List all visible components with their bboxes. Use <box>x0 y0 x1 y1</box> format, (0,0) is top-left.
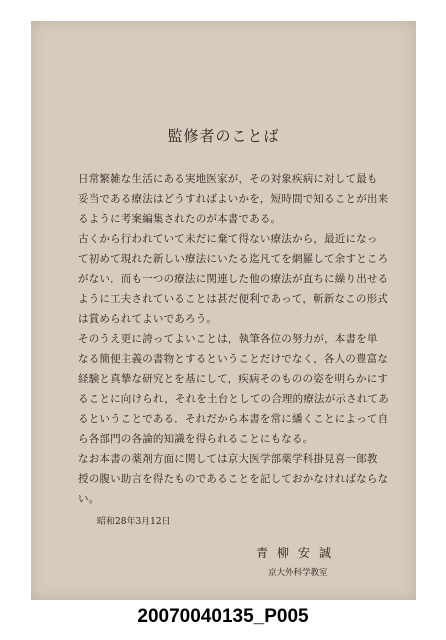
text-line: 経験と真摯な研究とを基にして，疾病そのものの姿を明らかにす <box>78 373 389 385</box>
text-line: ることに向けられ，それを土台としての合理的療法が示されてあ <box>78 393 389 405</box>
text-line: なる簡便主義の書物とするということだけでなく，各人の豊富な <box>78 353 389 365</box>
page-title: 監修者のことば <box>167 127 280 145</box>
text-line: ら各部門の各論的知識を得られることにもなる。 <box>78 433 314 445</box>
text-line: ように工夫されていることは甚だ便利であって，斬新なこの形式 <box>78 293 388 305</box>
text-line: そのうえ更に誇ってよいことは，執筆各位の努力が，本書を単 <box>78 333 378 345</box>
body-text <box>78 169 388 509</box>
text-line: て初めて現れた新しい療法にいたる迄凡てを網羅して余すところ <box>78 253 389 265</box>
text-line: がない．而も一つの療法に関連した他の療法が直ちに繰り出せる <box>78 273 389 285</box>
text-line: は賞められてよいであろう。 <box>78 313 218 325</box>
text-line: 妥当である療法はどうすればよいかを，短時間で知ることが出来 <box>78 193 389 205</box>
document-page <box>31 21 416 600</box>
text-line: 日常繁雑な生活にある実地医家が，その対象疾病に対して最も <box>78 173 378 185</box>
image-caption: 20070040135_P005 <box>137 606 309 627</box>
text-line: るように考案編集されたのが本書である。 <box>78 213 282 225</box>
text-line: 古くから行われていて未だに棄て得ない療法から，最近になっ <box>78 233 378 245</box>
text-line: い。 <box>78 493 100 505</box>
text-line: るということである．それだから本書を常に繙くことによって自 <box>78 413 389 425</box>
author-affiliation: 京大外科学教室 <box>268 568 328 578</box>
author-name: 青柳安誠 <box>256 546 341 560</box>
date-line: 昭和28年3月12日 <box>97 517 171 527</box>
text-line: 授の腹い助言を得たものであることを記しておかなければならな <box>78 473 389 485</box>
text-line: なお本書の薬剤方面に関しては京大医学部薬学科掛見喜一郎教 <box>78 453 378 465</box>
